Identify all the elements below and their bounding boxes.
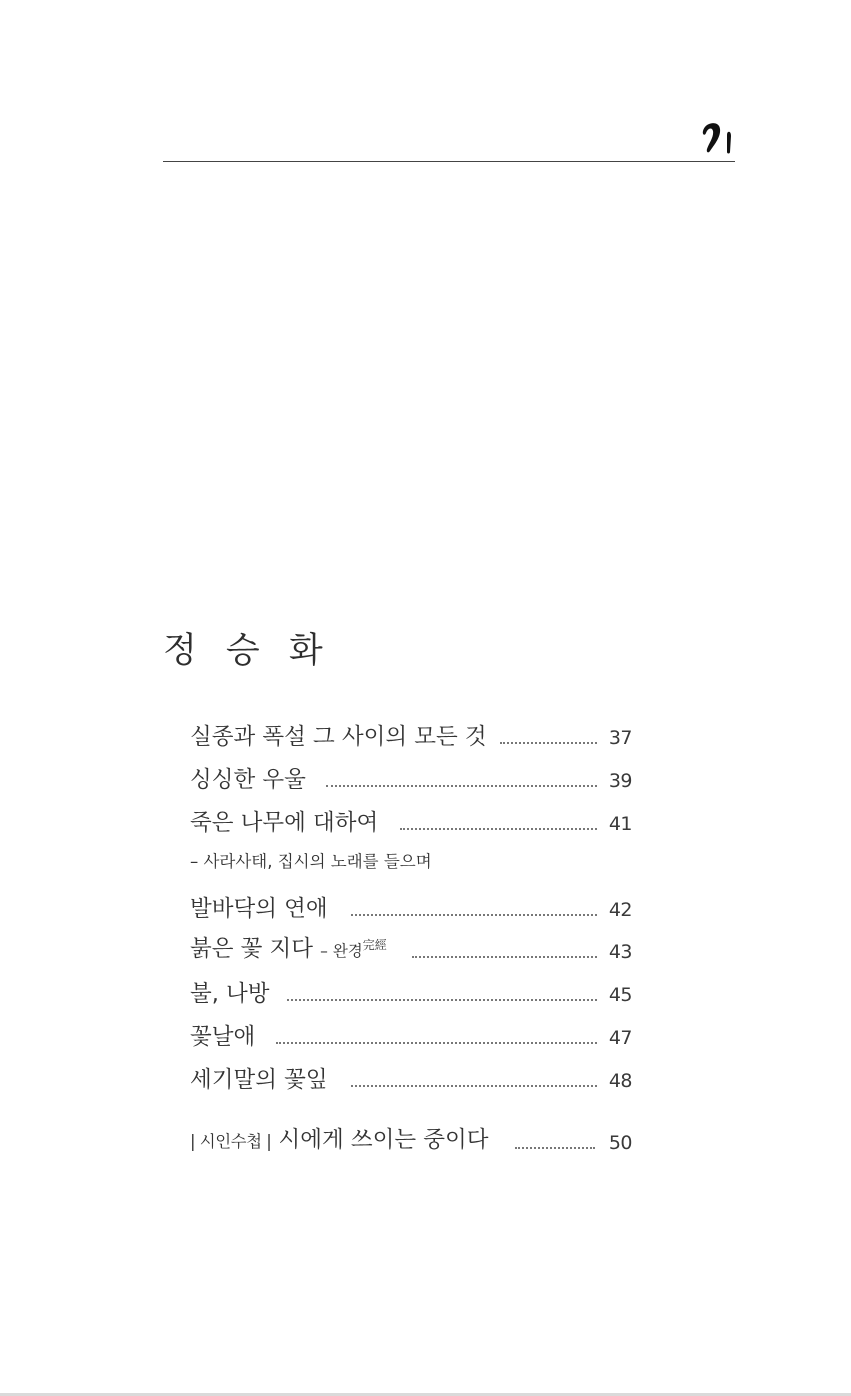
toc-entry-page: 45 — [608, 984, 632, 1006]
author-name: 정 승 화 — [163, 631, 332, 671]
dot-leader — [400, 828, 597, 830]
toc-entry[interactable] — [190, 931, 632, 971]
dot-leader — [351, 1085, 597, 1087]
toc-entry[interactable] — [190, 803, 632, 843]
toc-entry-page: 50 — [608, 1132, 632, 1154]
toc-entry[interactable] — [190, 974, 632, 1014]
toc-entry-page: 43 — [608, 941, 632, 963]
toc-entry-page: 42 — [608, 899, 632, 921]
dot-leader — [515, 1147, 595, 1149]
essay-title: 시에게 쓰이는 중이다 — [278, 1127, 489, 1153]
toc-entry-page: 48 — [608, 1070, 632, 1092]
toc-entry[interactable] — [190, 717, 632, 757]
toc-entry-title: 꽃날애 — [190, 1024, 256, 1050]
toc-entry-title: 죽은 나무에 대하여 — [190, 810, 379, 836]
dot-leader — [412, 956, 597, 958]
toc-entry[interactable] — [190, 889, 632, 929]
dot-leader — [276, 1042, 597, 1044]
subtitle-text: – 완경 — [320, 942, 363, 960]
toc-entry-title: 불, 나방 — [190, 981, 270, 1007]
toc-entry-epigraph: – 사라사태, 집시의 노래를 들으며 — [190, 852, 432, 871]
dot-leader — [500, 742, 597, 744]
toc-entry-page: 41 — [608, 813, 632, 835]
header-rule — [163, 161, 735, 162]
toc-entry[interactable] — [190, 760, 632, 800]
dot-leader — [287, 999, 597, 1001]
dot-leader — [351, 914, 597, 916]
toc-entry-page: 37 — [608, 727, 632, 749]
toc-entry[interactable] — [190, 1017, 632, 1057]
toc-entry-page: 47 — [608, 1027, 632, 1049]
subtitle-hanja: 完經 — [362, 938, 387, 952]
toc-entry-title: 발바닥의 연애 — [190, 896, 328, 922]
toc-entry-title: 세기말의 꽃잎 — [190, 1067, 328, 1093]
toc-entry-title: 붉은 꽃 지다 — [190, 936, 313, 962]
brush-stroke-mark — [697, 118, 737, 158]
essay-title-group — [190, 1126, 488, 1156]
toc-entry-subtitle — [320, 938, 387, 960]
toc-entry[interactable] — [190, 1060, 632, 1100]
toc-entry-title-group — [190, 935, 387, 965]
dot-leader — [326, 785, 597, 787]
toc-entry-title: 싱싱한 우울 — [190, 767, 306, 793]
essay-label: | 시인수첩 | — [190, 1132, 272, 1151]
toc-entry-essay[interactable] — [190, 1122, 632, 1162]
toc-entry-title: 실종과 폭설 그 사이의 모든 것 — [190, 724, 487, 750]
toc-entry-page: 39 — [608, 770, 632, 792]
